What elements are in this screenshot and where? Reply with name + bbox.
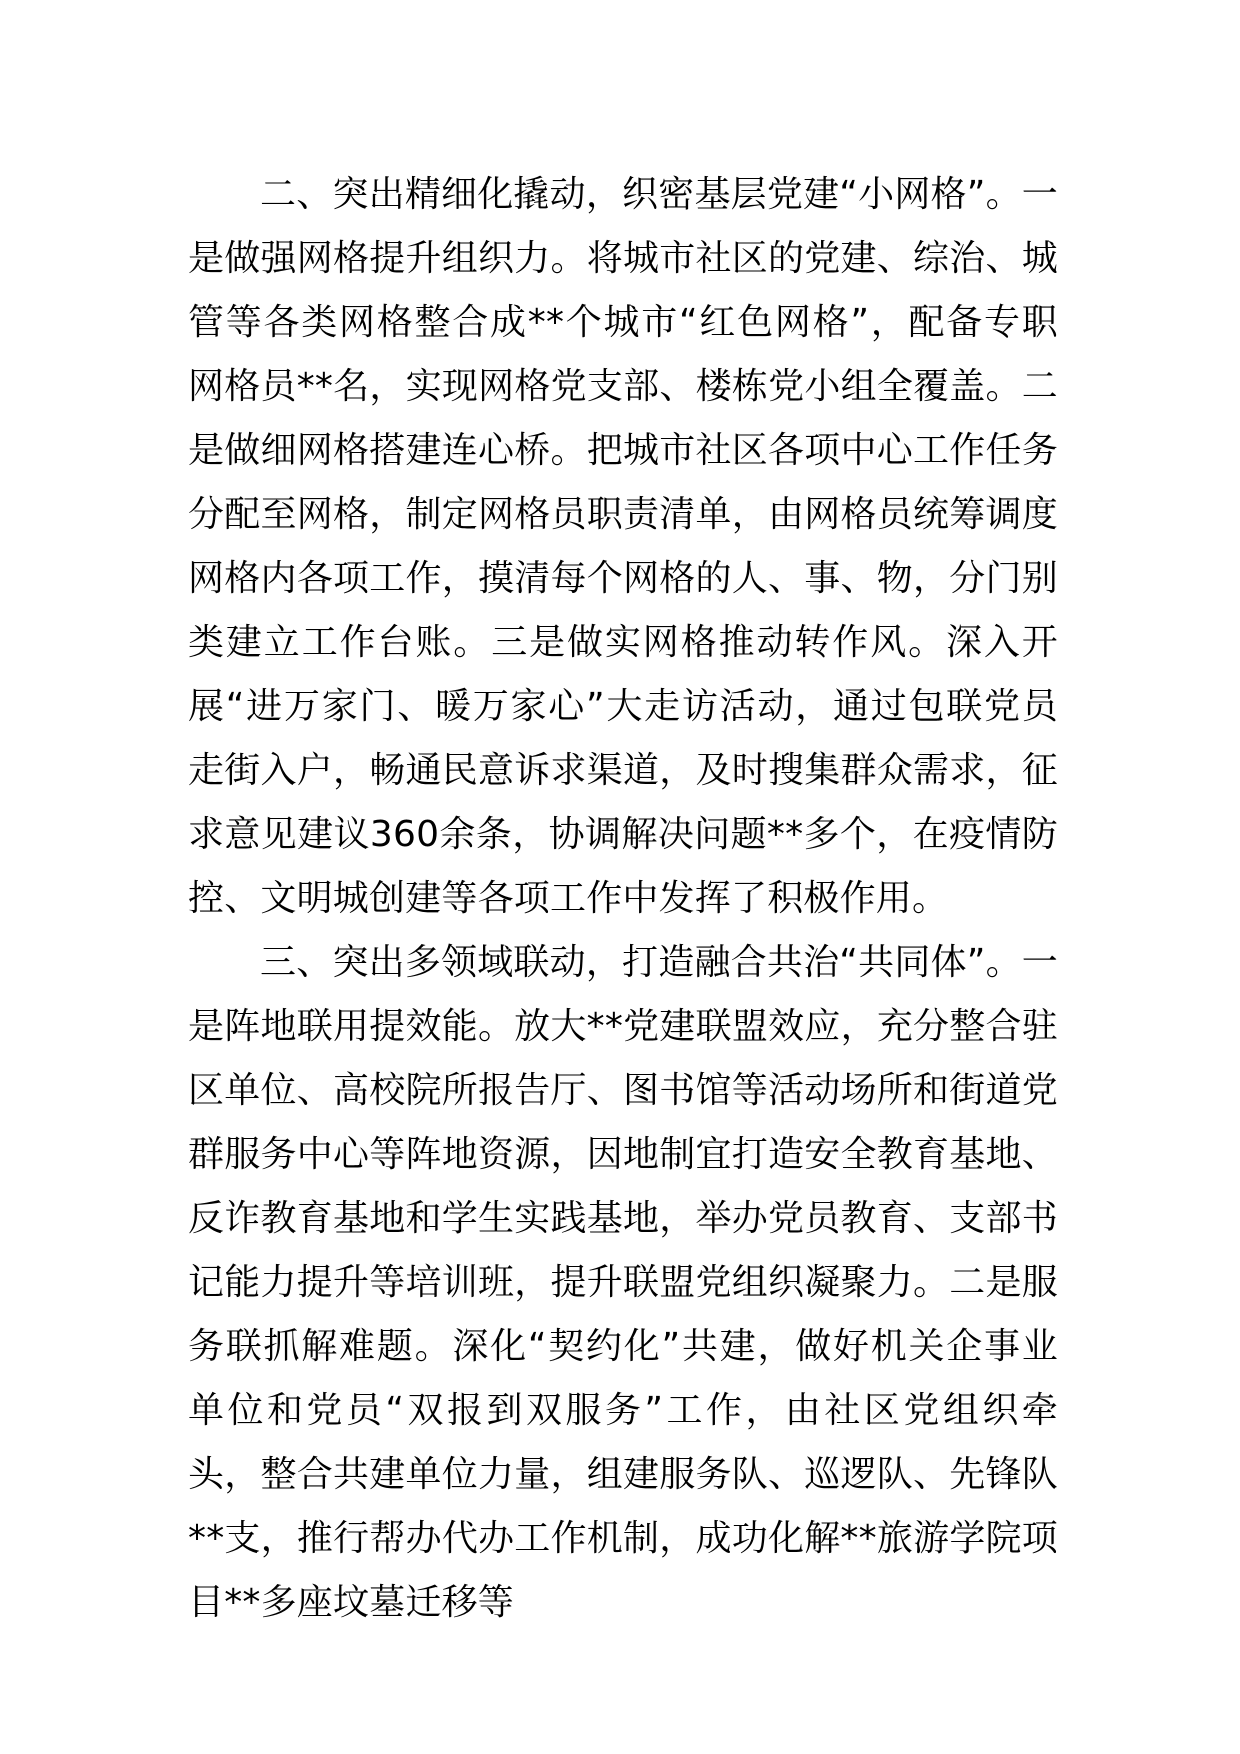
- paragraph-section-two: 二、突出精细化撬动，织密基层党建“小网格”。一是做强网格提升组织力。将城市社区的党建、综治、城管等各类网格整合成**个城市“红色网格”，配备专职网格员**名，实现网格党支部、楼栋党小组全覆盖。二是做细网格搭建连心桥。把城市社区各项中心工作任务分配至网格，制定网格员职责清单，由网格员统筹调度网格内各项工作，摸清每个网格的人、事、物，分门别类建立工作台账。三是做实网格推动转作风。深入开展“进万家门、暖万家心”大走访活动，通过包联党员走街入户，畅通民意诉求渠道，及时搜集群众需求，征求意见建议360余条，协调解决问题**多个，在疫情防控、文明城创建等各项工作中发挥了积极作用。: [188, 174, 1058, 919]
- document-body: [188, 163, 1058, 1635]
- paragraph-section-three: 三、突出多领域联动，打造融合共治“共同体”。一是阵地联用提效能。放大**党建联盟效应，充分整合驻区单位、高校院所报告厅、图书馆等活动场所和街道党群服务中心等阵地资源，因地制宜打造安全教育基地、反诈教育基地和学生实践基地，举办党员教育、支部书记能力提升等培训班，提升联盟党组织凝聚力。二是服务联抓解难题。深化“契约化”共建，做好机关企事业单位和党员“双报到双服务”工作，由社区党组织牵头，整合共建单位力量，组建服务队、巡逻队、先锋队**支，推行帮办代办工作机制，成功化解**旅游学院项目**多座坟墓迁移等: [188, 942, 1058, 1623]
